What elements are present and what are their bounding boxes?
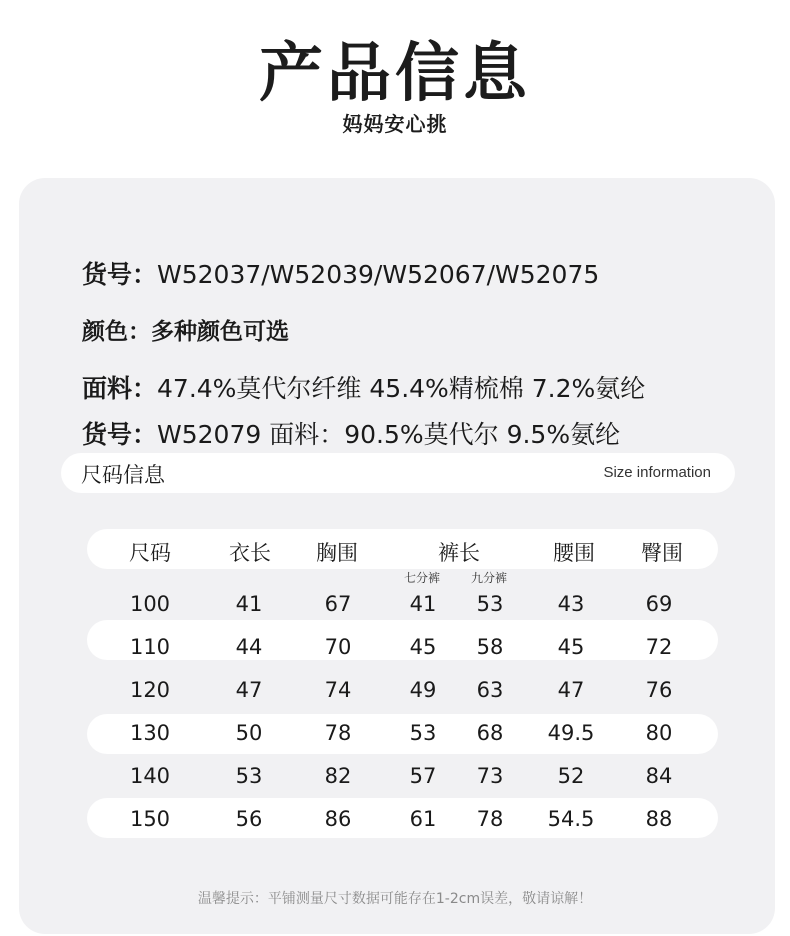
- cell-pants9: 78: [476, 807, 504, 831]
- cell-pants7: 41: [409, 592, 437, 616]
- fabric-label: 面料：: [82, 374, 158, 403]
- cell-hip: 84: [645, 764, 673, 788]
- cell-hip: 88: [645, 807, 673, 831]
- cell-length: 47: [235, 678, 263, 702]
- cell-length: 41: [235, 592, 263, 616]
- cell-size: 140: [129, 764, 171, 788]
- cell-waist: 47: [557, 678, 585, 702]
- sku2-line: [82, 415, 620, 451]
- cell-waist: 54.5: [547, 807, 595, 831]
- size-info-title: 尺码信息: [81, 463, 165, 487]
- header-pants-sub-7: 七分裤: [403, 571, 440, 585]
- cell-waist: 43: [557, 592, 585, 616]
- cell-hip: 76: [645, 678, 673, 702]
- cell-size: 100: [129, 592, 171, 616]
- header-pants-sub-9: 九分裤: [470, 571, 507, 585]
- cell-chest: 82: [324, 764, 352, 788]
- fabric-value: 47.4%莫代尔纤维 45.4%精梳棉 7.2%氨纶: [157, 374, 646, 403]
- cell-pants7: 57: [409, 764, 437, 788]
- cell-chest: 70: [324, 635, 352, 659]
- cell-pants9: 73: [476, 764, 504, 788]
- cell-pants7: 49: [409, 678, 437, 702]
- cell-pants9: 68: [476, 721, 504, 745]
- cell-hip: 80: [645, 721, 673, 745]
- cell-pants9: 53: [476, 592, 504, 616]
- cell-pants7: 45: [409, 635, 437, 659]
- header-chest: 胸围: [316, 541, 358, 565]
- cell-size: 110: [129, 635, 171, 659]
- header-hip: 臀围: [641, 541, 683, 565]
- cell-pants9: 63: [476, 678, 504, 702]
- cell-waist: 45: [557, 635, 585, 659]
- cell-chest: 67: [324, 592, 352, 616]
- size-info-title-en: Size information: [603, 464, 711, 481]
- cell-length: 44: [235, 635, 263, 659]
- cell-chest: 78: [324, 721, 352, 745]
- sku-value: W52037/W52039/W52067/W52075: [157, 260, 600, 289]
- cell-pants9: 58: [476, 635, 504, 659]
- sku-label: 货号：: [82, 260, 158, 289]
- cell-length: 56: [235, 807, 263, 831]
- cell-waist: 52: [557, 764, 585, 788]
- cell-size: 130: [129, 721, 171, 745]
- header-length: 衣长: [229, 541, 271, 565]
- cell-length: 50: [235, 721, 263, 745]
- fabric-line: [82, 369, 645, 405]
- header-pants: 裤长: [438, 541, 480, 565]
- header-waist: 腰围: [553, 541, 595, 565]
- cell-hip: 72: [645, 635, 673, 659]
- page-subtitle: 妈妈安心挑: [342, 112, 448, 136]
- cell-chest: 86: [324, 807, 352, 831]
- cell-length: 53: [235, 764, 263, 788]
- page-title: 产品信息: [259, 37, 531, 111]
- cell-hip: 69: [645, 592, 673, 616]
- header-size: 尺码: [129, 541, 171, 565]
- color-label: 颜色：: [82, 319, 151, 345]
- color-line: [82, 313, 289, 346]
- sku2-label: 货号：: [82, 420, 158, 449]
- sku2-value: W52079 面料：90.5%莫代尔 9.5%氨纶: [157, 420, 621, 449]
- cell-size: 120: [129, 678, 171, 702]
- footnote: 温馨提示：平铺测量尺寸数据可能存在1-2cm误差，敬请谅解！: [197, 891, 593, 907]
- cell-pants7: 61: [409, 807, 437, 831]
- cell-pants7: 53: [409, 721, 437, 745]
- sku-line: [82, 255, 599, 291]
- size-info-bar: [61, 453, 735, 493]
- cell-chest: 74: [324, 678, 352, 702]
- color-value: 多种颜色可选: [151, 319, 289, 345]
- cell-waist: 49.5: [547, 721, 595, 745]
- cell-size: 150: [129, 807, 171, 831]
